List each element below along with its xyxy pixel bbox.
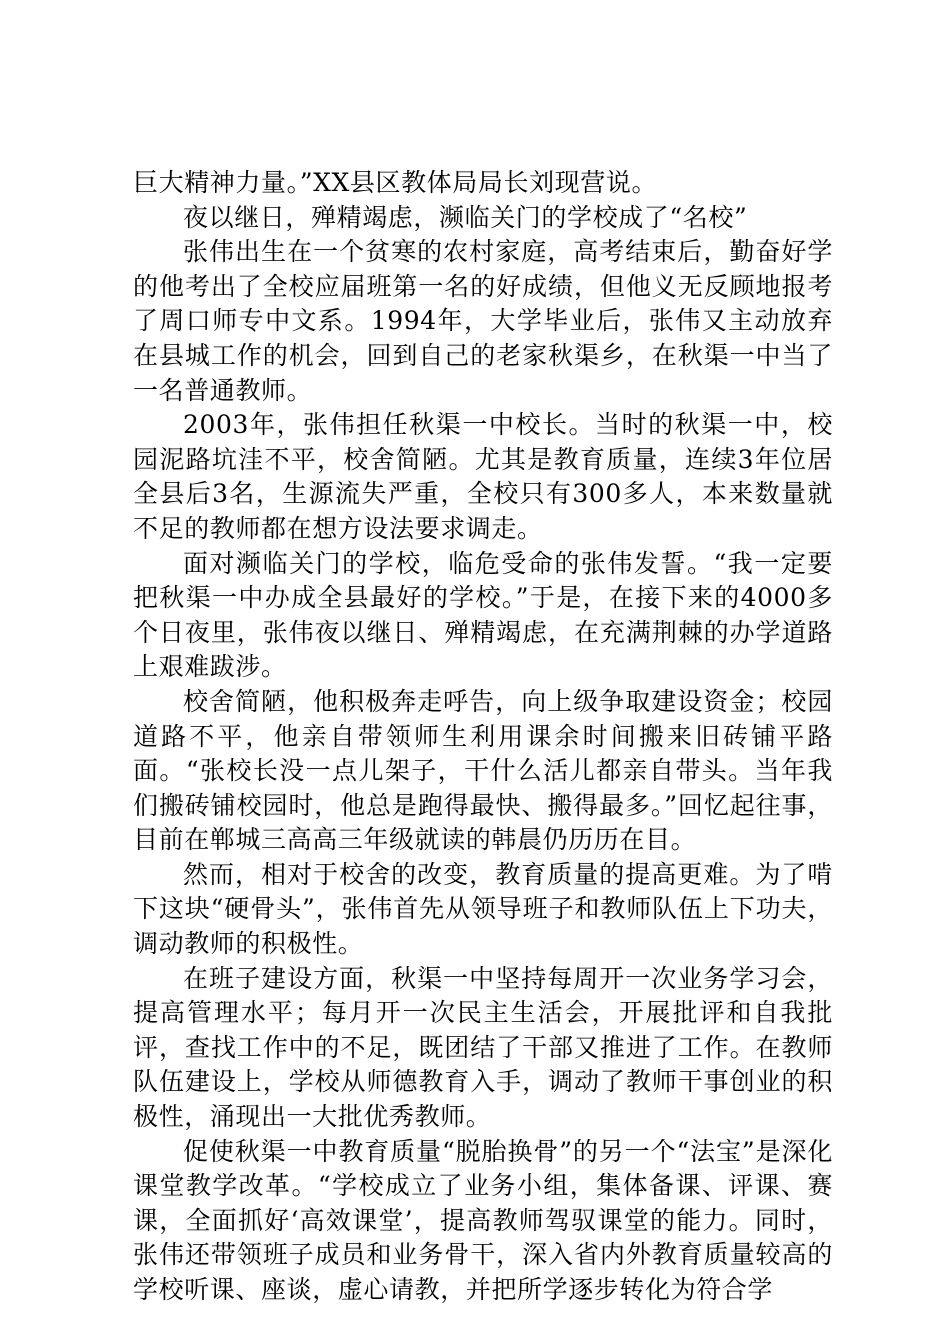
paragraph-7: 然而，相对于校舍的改变，教育质量的提高更难。为了啃下这块“硬骨头”，张伟首先从领导班子和教师队伍上下功夫，调动教师的积极性。 bbox=[133, 859, 833, 959]
paragraph-6: 校舍简陋，他积极奔走呼告，向上级争取建设资金；校园道路不平，他亲自带领师生利用课余时间搬来旧砖铺平路面。“张校长没一点儿架子，干什么活儿都亲自带头。当年我们搬砖铺校园时，他总是跑得最快、搬得最多。”回忆起往事，目前在郸城三高高三年级就读的韩晨仍历历在目。 bbox=[133, 686, 833, 855]
paragraph-4: 2003年，张伟担任秋渠一中校长。当时的秋渠一中，校园泥路坑洼不平，校舍简陋。尤其是教育质量，连续3年位居全县后3名，生源流失严重，全校只有300多人，本来数量就不足的教师都在想方设法要求调走。 bbox=[133, 410, 833, 543]
section-heading: 夜以继日，殚精竭虑，濒临关门的学校成了“名校” bbox=[183, 202, 748, 232]
paragraph-8: 在班子建设方面，秋渠一中坚持每周开一次业务学习会，提高管理水平；每月开一次民主生活会，开展批评和自我批评，查找工作中的不足，既团结了干部又推进了工作。在教师队伍建设上，学校从师德教育入手，调动了教师干事创业的积极性，涌现出一大批优秀教师。 bbox=[133, 963, 833, 1132]
paragraph-9: 促使秋渠一中教育质量“脱胎换骨”的另一个“法宝”是深化课堂教学改革。“学校成立了业务小组，集体备课、评课、赛课，全面抓好‘高效课堂’，提高教师驾驭课堂的能力。同时，张伟还带领班子成员和业务骨干，深入省内外教育质量较高的学校听课、座谈，虚心请教，并把所学逐步转化为符合学 bbox=[133, 1136, 833, 1304]
paragraph-3: 张伟出生在一个贫寒的农村家庭，高考结束后，勤奋好学的他考出了全校应届班第一名的好成绩，但他义无反顾地报考了周口师专中文系。1994年，大学毕业后，张伟又主动放弃在县城工作的机会，回到自己的老家秋渠乡，在秋渠一中当了一名普通教师。 bbox=[133, 237, 833, 405]
paragraph-5: 面对濒临关门的学校，临危受命的张伟发誓。“我一定要把秋渠一中办成全县最好的学校。”于是，在接下来的4000多个日夜里，张伟夜以继日、殚精竭虑，在充满荆棘的办学道路上艰难跋涉。 bbox=[133, 548, 833, 682]
article-body bbox=[133, 166, 833, 1308]
paragraph-1: 巨大精神力量。”XX县区教体局局长刘现营说。 bbox=[133, 168, 658, 197]
